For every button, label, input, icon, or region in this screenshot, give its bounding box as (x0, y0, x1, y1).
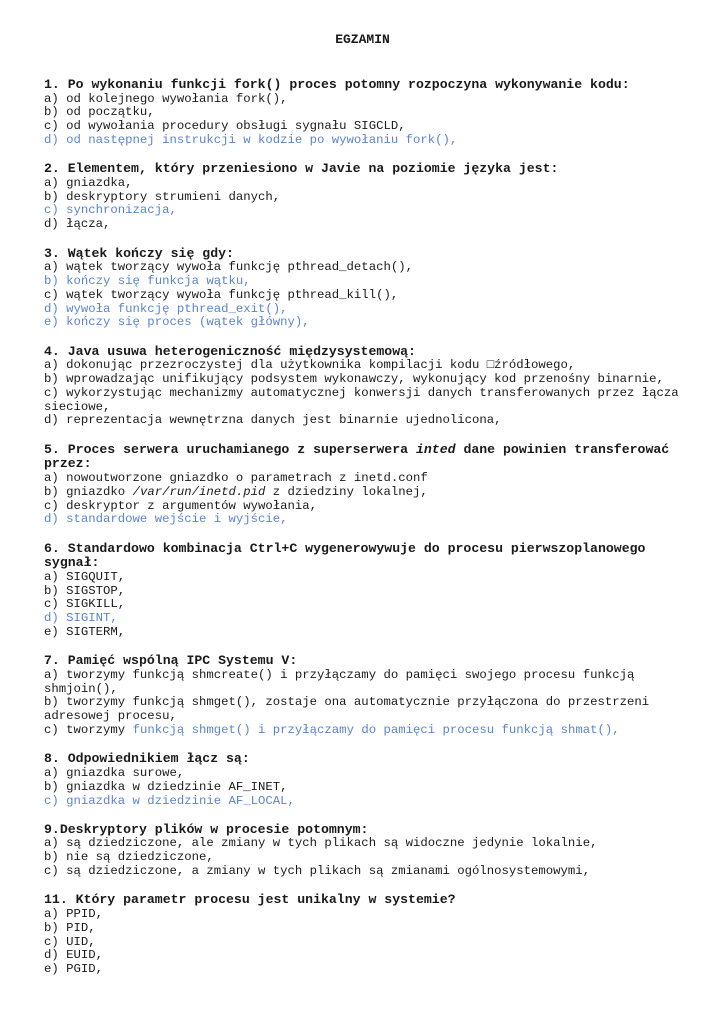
answer-c: c) wątek tworzący wywoła funkcję pthread_kill(), (44, 287, 399, 302)
answer-e: e) PGID, (44, 962, 104, 977)
answer-c: c) wykorzystując mechanizmy automatycznej konwersji danych transferowanych przez łącza sieciowe, (44, 385, 679, 414)
question-8 (44, 752, 694, 808)
answer-text-end: z dziedziny lokalnej, (265, 484, 428, 499)
question-text: 7. Pamięć wspólną IPC Systemu V: (44, 653, 298, 669)
question-text: 1. Po wykonaniu funkcji fork() proces potomny rozpoczyna wykonywanie kodu: (44, 77, 630, 92)
answer-d: d) SIGINT, (44, 611, 118, 626)
question-3 (44, 247, 694, 331)
answer-highlighted-part: funkcją shmget() i przyłączamy do pamięci procesu funkcją shmat(), (132, 723, 620, 738)
answer-b: b) nie są dziedziczone, (44, 850, 214, 865)
answer-b (44, 486, 694, 500)
answer-a: a) gniazdka, (44, 175, 133, 190)
answer-e: e) SIGTERM, (44, 624, 126, 639)
answer-a: a) nowoutworzone gniazdko o parametrach z inetd.conf (44, 470, 428, 485)
answer-a: a) wątek tworzący wywoła funkcję pthread_detach(), (44, 260, 413, 275)
answer-b: b) wprowadzając unifikujący podsystem wykonawczy, wykonujący kod przenośny binarnie, (44, 372, 664, 387)
answer-b: b) od początku, (44, 105, 155, 120)
question-5 (44, 443, 694, 527)
question-text: 4. Java usuwa heterogeniczność międzysystemową: (44, 343, 416, 359)
question-text: 8. Odpowiednikiem łącz są: (44, 751, 250, 767)
answer-a: a) SIGQUIT, (44, 569, 126, 584)
answer-c: c) od wywołania procedury obsługi sygnału SIGCLD, (44, 119, 406, 134)
question-text: 3. Wątek kończy się gdy: (44, 245, 234, 261)
answer-d: d) wywoła funkcję pthread_exit(), (44, 301, 288, 316)
question-6 (44, 542, 694, 640)
answer-b: b) kończy się funkcja wątku, (44, 273, 251, 288)
answer-d: d) od następnej instrukcji w kodzie po wywołaniu fork(), (44, 132, 458, 147)
answer-e: e) kończy się proces (wątek główny), (44, 315, 310, 330)
answer-b: b) tworzymy funkcją shmget(), zostaje ona automatycznie przyłączona do przestrzeni adresowej procesu, (44, 695, 650, 724)
question-11 (44, 893, 694, 977)
question-text: 11. Który parametr procesu jest unikalny w systemie? (44, 892, 456, 908)
answer-c: c) są dziedziczone, a zmiany w tych plikach są zmianami ogólnosystemowymi, (44, 864, 591, 879)
answer-text-start: b) gniazdko (44, 484, 133, 499)
answer-b: b) deskryptory strumieni danych, (44, 189, 281, 204)
page-title: EGZAMIN (335, 32, 390, 47)
question-2 (44, 162, 694, 232)
question-text-start: 5. Proces serwera uruchamianego z superserwera (44, 441, 416, 457)
answer-d: d) reprezentacja wewnętrzna danych jest binarnie ujednolicona, (44, 413, 502, 428)
answer-a: a) PPID, (44, 906, 104, 921)
question-text-emphasis: inted (415, 441, 456, 457)
answer-c: c) gniazdka w dziedzinie AF_LOCAL, (44, 793, 295, 808)
question-text: 6. Standardowo kombinacja Ctrl+C wygenerowywuje do procesu pierwszoplanowego sygnał: (44, 540, 646, 571)
answer-b: b) gniazdka w dziedzinie AF_INET, (44, 779, 288, 794)
answer-a: a) tworzymy funkcją shmcreate() i przyłączamy do pamięci swojego procesu funkcją shmjoin(), (44, 667, 635, 696)
question-text-end: dane powinien transferować przez: (44, 441, 670, 472)
answer-b: b) PID, (44, 920, 96, 935)
answer-a: a) dokonując przezroczystej dla użytkownika kompilacji kodu □źródłowego, (44, 358, 576, 373)
answer-d: d) standardowe wejście i wyjście, (44, 512, 288, 527)
answer-text-start: c) tworzymy (44, 723, 133, 738)
answer-d: d) łącza, (44, 217, 111, 232)
answer-d: d) EUID, (44, 948, 104, 963)
answer-a: a) są dziedziczone, ale zmiany w tych plikach są widoczne jedynie lokalnie, (44, 836, 598, 851)
answer-c: c) deskryptor z argumentów wywołania, (44, 498, 318, 513)
question-text: 9.Deskryptory plików w procesie potomnym: (44, 821, 369, 837)
question-1 (44, 78, 694, 148)
answer-c: c) synchronizacja, (44, 203, 177, 218)
question-7 (44, 654, 694, 738)
question-text: 2. Elementem, który przeniesiono w Javie na poziomie języka jest: (44, 161, 559, 177)
question-4 (44, 345, 694, 429)
question-9 (44, 823, 694, 879)
answer-a: a) gniazdka surowe, (44, 765, 185, 780)
question-list (44, 78, 694, 991)
question-text (44, 443, 694, 472)
answer-text-emphasis: /var/run/inetd.pid (132, 484, 266, 499)
answer-c (44, 724, 694, 738)
answer-a: a) od kolejnego wywołania fork(), (44, 91, 288, 106)
answer-c: c) UID, (44, 934, 96, 949)
answer-b: b) SIGSTOP, (44, 583, 126, 598)
answer-c: c) SIGKILL, (44, 597, 126, 612)
